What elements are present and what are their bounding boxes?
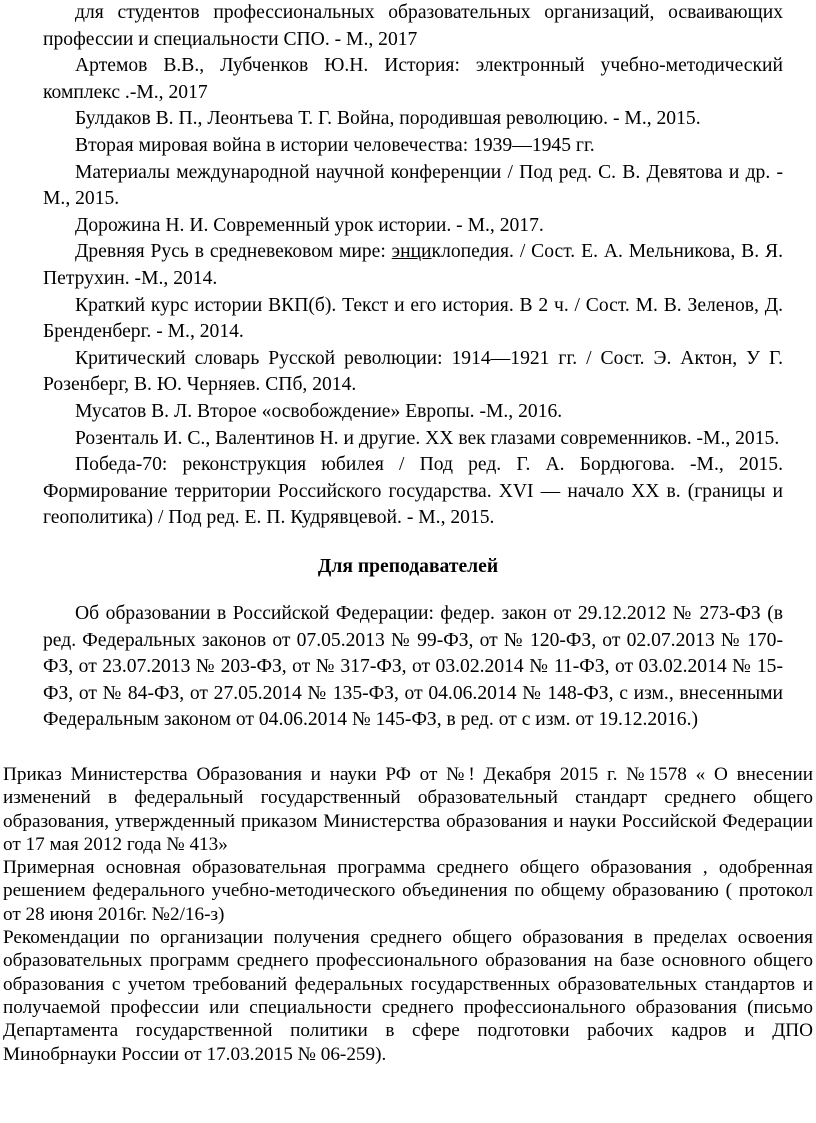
underlined-text: энци	[391, 241, 432, 263]
reference-item: для студентов профессиональных образовательных организаций, осваивающих профессии и специальности СПО. - М., 2017	[43, 2, 783, 50]
reference-item: Краткий курс истории ВКП(б). Текст и его история. В 2 ч. / Сост. М. В. Зеленов, Д. Бренденберг. - М., 2014.	[43, 294, 783, 343]
reference-item: Дорожина Н. И. Современный урок истории. - М., 2017.	[75, 214, 544, 236]
reference-item: Победа-70: реконструкция юбилея / Под ред. Г. А. Бордюгова. -М., 2015. Формирование территории Российского государства. XVI — начало XX в. (границы и геополитика) / Под ред. Е. П. Кудрявцевой. - М., 2015.	[43, 454, 783, 529]
reference-item: Об образовании в Российской Федерации: федер. закон от 29.12.2012 № 273-ФЗ (в ред. Федеральных законов от 07.05.2013 № 99-ФЗ, от № 120-ФЗ, от 02.07.2013 № 170-ФЗ, от 23.07.2013 № 203-ФЗ, от № 317-ФЗ, от 03.02.2014 № 11-ФЗ, от 03.02.2014 № 15-ФЗ, от № 84-ФЗ, от 27.05.2014 № 135-ФЗ, от 04.06.2014 № 148-ФЗ, с изм., внесенными Федеральным законом от 04.06.2014 № 145-ФЗ, в ред. от с изм. от 19.12.2016.)	[43, 603, 783, 731]
law-reference	[43, 601, 783, 734]
reference-item: Артемов В.В., Лубченков Ю.Н. История: электронный учебно-методический комплекс .-М., 2017	[43, 55, 783, 103]
reference-item: Розенталь И. С., Валентинов Н. и другие. XX век глазами современников. -М., 2015.	[75, 427, 780, 449]
reference-item: Критический словарь Русской революции: 1914—1921 гг. / Сост. Э. Актон, У Г. Розенберг, В. Ю. Черняев. СПб, 2014.	[43, 347, 783, 396]
reference-item: Мусатов В. Л. Второе «освобождение» Европы. -М., 2016.	[75, 400, 563, 422]
reference-text: клопедия. / Сост. Е. А. Мельникова, В. Я. Петрухин. -М., 2014.	[43, 241, 783, 289]
reference-item: Булдаков В. П., Леонтьева Т. Г. Война, породившая революцию. - М., 2015.	[75, 108, 701, 130]
reference-item: Приказ Министерства Образования и науки РФ от №! Декабря 2015 г. №1578 « О внесении изменений в федеральный государственный образовательный стандарт среднего общего образования, утвержденный приказом Министерства образования и науки Российской Федерации от 17 мая 2012 года № 413»	[3, 764, 813, 855]
students-reference-list	[43, 0, 783, 532]
reference-item: Рекомендации по организации получения среднего общего образования в пределах освоения образовательных программ среднего профессионального образования на базе основного общего образования с учетом требований федеральных государственных образовательных стандартов и получаемой профессии или специальности среднего профессионального образования (письмо Департамента государственной политики в сфере подготовки рабочих кадров и ДПО Минобрнауки России от 17.03.2015 № 06-259).	[3, 927, 813, 1065]
section-heading: Для преподавателей	[317, 556, 499, 577]
reference-text: Древняя Русь в средневековом мире:	[75, 241, 392, 263]
reference-item: Вторая мировая война в истории человечества: 1939—1945 гг.	[75, 134, 595, 156]
reference-item	[43, 239, 783, 292]
teachers-reference-list	[3, 763, 813, 1066]
reference-item: Материалы международной научной конференции / Под ред. С. В. Девятова и др. - М., 2015.	[43, 161, 783, 210]
reference-item: Примерная основная образовательная программа среднего общего образования , одобренная решением федерального учебно-методического объединения по общему образованию ( протокол от 28 июня 2016г. №2/16-з)	[3, 857, 813, 925]
